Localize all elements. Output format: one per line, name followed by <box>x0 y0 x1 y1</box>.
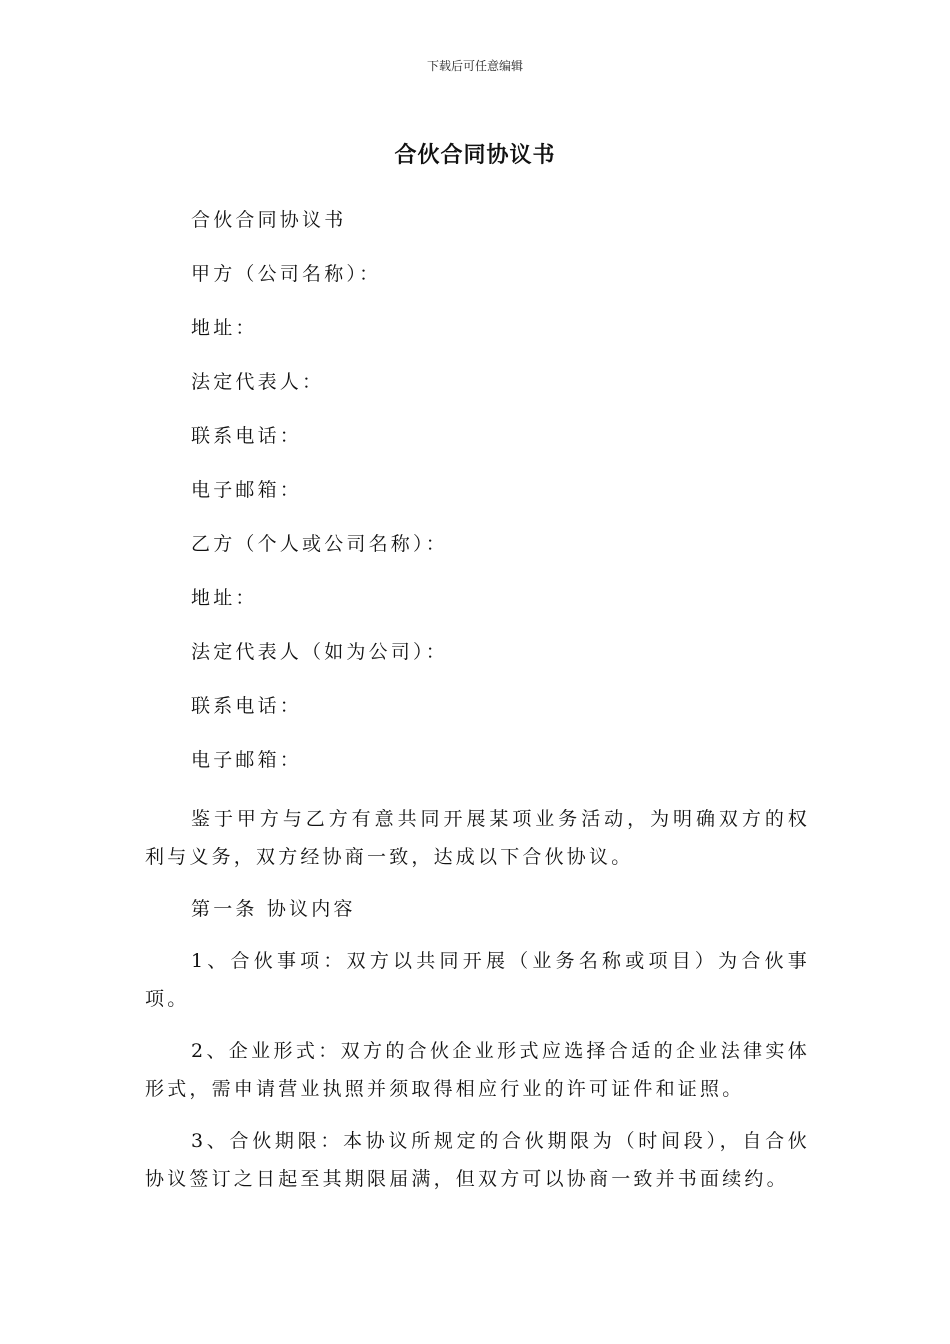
clause-enterprise-form: 2、企业形式：双方的合伙企业形式应选择合适的企业法律实体形式，需申请营业执照并须取得相应行业的许可证件和证照。 <box>145 1040 810 1100</box>
party-b-name-field: 乙方（个人或公司名称）： <box>191 533 448 555</box>
party-a-representative-field: 法定代表人： <box>191 371 325 393</box>
clause-partnership-term: 3、合伙期限：本协议所规定的合伙期限为（时间段），自合伙协议签订之日起至其期限届满，但双方可以协商一致并书面续约。 <box>145 1130 810 1190</box>
party-b-phone-field: 联系电话： <box>191 695 303 717</box>
party-b-address-field: 地址： <box>191 587 258 609</box>
party-a-name-field: 甲方（公司名称）： <box>191 263 382 285</box>
article-heading: 第一条 协议内容 <box>191 898 356 920</box>
party-b-email-field: 电子邮箱： <box>191 749 303 771</box>
party-a-phone-field: 联系电话： <box>191 425 303 447</box>
subtitle-line: 合伙合同协议书 <box>191 209 347 231</box>
party-a-address-field: 地址： <box>191 317 258 339</box>
header-note: 下载后可任意编辑 <box>426 59 523 73</box>
party-a-email-field: 电子邮箱： <box>191 479 303 501</box>
document-body <box>145 206 810 1212</box>
party-b-representative-field: 法定代表人（如为公司）： <box>191 641 448 663</box>
document-title: 合伙合同协议书 <box>394 143 556 168</box>
clause-partnership-matter: 1、合伙事项：双方以共同开展（业务名称或项目）为合伙事项。 <box>145 950 810 1010</box>
preamble-paragraph: 鉴于甲方与乙方有意共同开展某项业务活动，为明确双方的权利与义务，双方经协商一致，达成以下合伙协议。 <box>145 808 810 868</box>
